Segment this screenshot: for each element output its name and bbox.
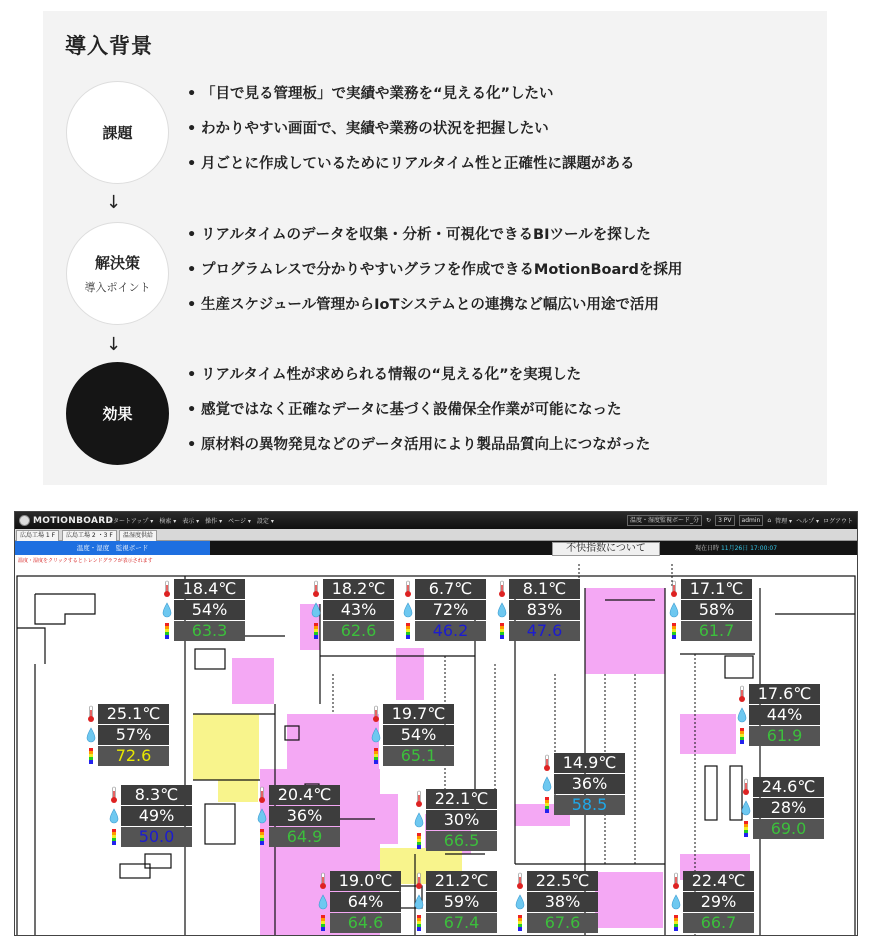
water-drop-icon [737,706,747,724]
step-label: 課題 [102,124,133,142]
color-scale-icon [741,820,751,838]
thermometer-icon [109,786,119,804]
sensor-5[interactable] [672,579,752,642]
water-drop-icon [403,601,413,619]
sensor-humidity[interactable]: 43% [323,600,394,620]
app-toolbar [15,512,857,529]
color-scale-icon [737,727,747,745]
thermometer-icon [371,705,381,723]
color-scale-icon [86,747,96,765]
sensor-4[interactable] [500,579,580,642]
sensor-discomfort-index[interactable]: 46.2 [415,621,486,641]
sensor-humidity[interactable]: 36% [554,774,625,794]
menu-help[interactable]: ヘルプ ▾ [796,518,819,525]
user-button[interactable]: admin [739,515,764,526]
menu-search[interactable]: 検索 ▾ [159,518,177,525]
color-scale-icon [109,828,119,846]
logo-text: MOTIONBOARD [33,515,114,526]
sensor-discomfort-index[interactable]: 58.5 [554,795,625,815]
logo-icon [19,515,30,526]
color-scale-icon [311,622,321,640]
sensor-temperature[interactable]: 22.4℃ [683,871,754,891]
sensor-temperature[interactable]: 17.6℃ [749,684,820,704]
sensor-temperature[interactable]: 18.4℃ [174,579,245,599]
sensor-discomfort-index[interactable]: 64.9 [269,827,340,847]
sensor-8[interactable] [374,704,454,767]
color-scale-icon [669,622,679,640]
sensor-humidity[interactable]: 38% [527,892,598,912]
intro-title: 導入背景 [65,34,153,58]
water-drop-icon [515,893,525,911]
sensor-temperature[interactable]: 18.2℃ [323,579,394,599]
thermometer-icon [403,580,413,598]
main-menu [107,516,274,525]
thermometer-icon [741,778,751,796]
discomfort-index-button[interactable]: 不快指数について [552,542,660,556]
bullet-item: • 月ごとに作成しているためにリアルタイム性と正確性に課題がある [187,152,635,187]
water-drop-icon [414,811,424,829]
sensor-discomfort-index[interactable]: 72.6 [98,746,169,766]
color-scale-icon [371,747,381,765]
step-sublabel: 導入ポイント [84,281,151,294]
water-drop-icon [414,893,424,911]
sensor-discomfort-index[interactable]: 64.6 [330,913,401,933]
water-drop-icon [371,726,381,744]
effect-bullets [187,363,650,468]
sensor-discomfort-index[interactable]: 47.6 [509,621,580,641]
click-notice: 温度・湿度をクリックするとトレンドグラフが表示されます [18,558,153,564]
thermometer-icon [257,786,267,804]
page-tabs [15,529,857,541]
bullet-item: • 原材料の異物発見などのデータ活用により製品品質向上につながった [187,433,650,468]
view-mode-button[interactable]: 3 PV [715,515,734,526]
water-drop-icon [542,775,552,793]
sensor-humidity[interactable]: 58% [681,600,752,620]
board-title: 温度・湿度 監視ボード [15,541,210,555]
sensor-humidity[interactable]: 29% [683,892,754,912]
bullet-item: • リアルタイムのデータを収集・分析・可視化できるBIツールを探した [187,223,682,258]
sensor-1[interactable] [165,579,245,642]
sensor-discomfort-index[interactable]: 67.6 [527,913,598,933]
thermometer-icon [737,685,747,703]
sensor-humidity[interactable]: 72% [415,600,486,620]
sensor-temperature[interactable]: 21.2℃ [426,871,497,891]
sensor-humidity[interactable]: 28% [753,798,824,818]
sensor-humidity[interactable]: 59% [426,892,497,912]
sensor-discomfort-index[interactable]: 61.7 [681,621,752,641]
sensor-discomfort-index[interactable]: 61.9 [749,726,820,746]
home-icon[interactable]: ⌂ [767,517,772,524]
sensor-10[interactable] [744,777,824,840]
refresh-icon[interactable]: ↻ [706,517,712,524]
sensor-humidity[interactable]: 54% [174,600,245,620]
sensor-15[interactable] [417,871,497,934]
water-drop-icon [311,601,321,619]
sensor-temperature[interactable]: 17.1℃ [681,579,752,599]
current-time-value: 11月26日 17:00:07 [720,545,778,552]
sensor-humidity[interactable]: 36% [269,806,340,826]
sensor-14[interactable] [321,871,401,934]
step-circle-issue [66,81,169,184]
sensor-temperature[interactable]: 19.0℃ [330,871,401,891]
sensor-humidity[interactable]: 49% [121,806,192,826]
water-drop-icon [257,807,267,825]
tab-hiroshima-2-3f[interactable]: 広島工場 2 ・3 F [62,530,117,541]
menu-manage[interactable]: 管理 ▾ [775,518,793,525]
sensor-16[interactable] [518,871,598,934]
sensor-temperature[interactable]: 25.1℃ [98,704,169,724]
water-drop-icon [497,601,507,619]
sensor-temperature[interactable]: 19.7℃ [383,704,454,724]
step-label: 効果 [102,405,133,423]
color-scale-icon [414,832,424,850]
bullet-item: • わかりやすい画面で、実績や業務の状況を把握したい [187,117,635,152]
color-scale-icon [542,796,552,814]
motionboard-dashboard [14,511,858,936]
sensor-temperature[interactable]: 8.3℃ [121,785,192,805]
board-select[interactable]: 温度・湿度監視ボード_分 [627,515,702,526]
water-drop-icon [162,601,172,619]
sensor-9[interactable] [545,753,625,816]
color-scale-icon [257,828,267,846]
water-drop-icon [86,726,96,744]
sensor-3[interactable] [406,579,486,642]
sensor-discomfort-index[interactable]: 65.1 [383,746,454,766]
bullet-item: • プログラムレスで分かりやすいグラフを作成できるMotionBoardを採用 [187,258,682,293]
water-drop-icon [109,807,119,825]
current-time-label: 現在日時 [695,545,720,552]
sensor-humidity[interactable]: 83% [509,600,580,620]
water-drop-icon [318,893,328,911]
step-circle-effect [66,362,169,465]
down-arrow-icon: ↓ [106,192,122,213]
color-scale-icon [414,914,424,932]
issue-bullets [187,82,635,187]
bullet-item: • 感覚ではなく正確なデータに基づく設備保全作業が可能になった [187,398,650,433]
current-time [695,543,777,552]
color-scale-icon [515,914,525,932]
menu-operation[interactable]: 操作 ▾ [205,518,223,525]
intro-panel [43,11,827,485]
thermometer-icon [162,580,172,598]
thermometer-icon [542,754,552,772]
color-scale-icon [318,914,328,932]
logout-link[interactable]: ログアウト [822,518,853,525]
thermometer-icon [311,580,321,598]
thermometer-icon [318,872,328,890]
sensor-7[interactable] [89,704,169,767]
tab-temp-humidity-supply[interactable]: 温湿度供給 [119,530,157,541]
step-circle-solution [66,222,169,325]
sensor-12[interactable] [260,785,340,848]
bullet-item: • 生産スケジュール管理からIoTシステムとの連携など幅広い用途で活用 [187,293,682,328]
sensor-humidity[interactable]: 30% [426,810,497,830]
thermometer-icon [497,580,507,598]
sensor-13[interactable] [417,789,497,852]
thermometer-icon [515,872,525,890]
menu-settings[interactable]: 設定 ▾ [256,518,274,525]
sensor-discomfort-index[interactable]: 50.0 [121,827,192,847]
thermometer-icon [414,790,424,808]
sensor-discomfort-index[interactable]: 67.4 [426,913,497,933]
sensor-discomfort-index[interactable]: 63.3 [174,621,245,641]
thermometer-icon [669,580,679,598]
toolbar-right [627,515,853,526]
water-drop-icon [671,893,681,911]
solution-bullets [187,223,682,328]
sensor-humidity[interactable]: 64% [330,892,401,912]
sensor-humidity[interactable]: 57% [98,725,169,745]
sensor-temperature[interactable]: 14.9℃ [554,753,625,773]
sensor-temperature[interactable]: 22.5℃ [527,871,598,891]
menu-page[interactable]: ページ ▾ [228,518,251,525]
bullet-item: • リアルタイム性が求められる情報の“見える化”を実現した [187,363,650,398]
menu-view[interactable]: 表示 ▾ [182,518,200,525]
sensor-temperature[interactable]: 6.7℃ [415,579,486,599]
menu-startup[interactable]: スタートアップ ▾ [107,518,154,525]
app-logo [19,514,113,527]
tab-hiroshima-1f[interactable]: 広島工場 1 F [16,530,59,541]
sensor-discomfort-index[interactable]: 66.5 [426,831,497,851]
bullet-item: • 「目で見る管理板」で実績や業務を“見える化”したい [187,82,635,117]
color-scale-icon [671,914,681,932]
color-scale-icon [403,622,413,640]
sensor-2[interactable] [314,579,394,642]
sensor-discomfort-index[interactable]: 69.0 [753,819,824,839]
thermometer-icon [86,705,96,723]
sensor-humidity[interactable]: 54% [383,725,454,745]
water-drop-icon [741,799,751,817]
sensor-temperature[interactable]: 22.1℃ [426,789,497,809]
step-label: 解決策 [94,254,140,272]
color-scale-icon [497,622,507,640]
board-header [15,541,857,555]
sensor-temperature[interactable]: 20.4℃ [269,785,340,805]
sensor-discomfort-index[interactable]: 66.7 [683,913,754,933]
sensor-humidity[interactable]: 44% [749,705,820,725]
sensor-17[interactable] [674,871,754,934]
color-scale-icon [162,622,172,640]
water-drop-icon [669,601,679,619]
sensor-6[interactable] [740,684,820,747]
sensor-temperature[interactable]: 8.1℃ [509,579,580,599]
thermometer-icon [414,872,424,890]
down-arrow-icon: ↓ [106,334,122,355]
sensor-11[interactable] [112,785,192,848]
sensor-temperature[interactable]: 24.6℃ [753,777,824,797]
thermometer-icon [671,872,681,890]
sensor-discomfort-index[interactable]: 62.6 [323,621,394,641]
